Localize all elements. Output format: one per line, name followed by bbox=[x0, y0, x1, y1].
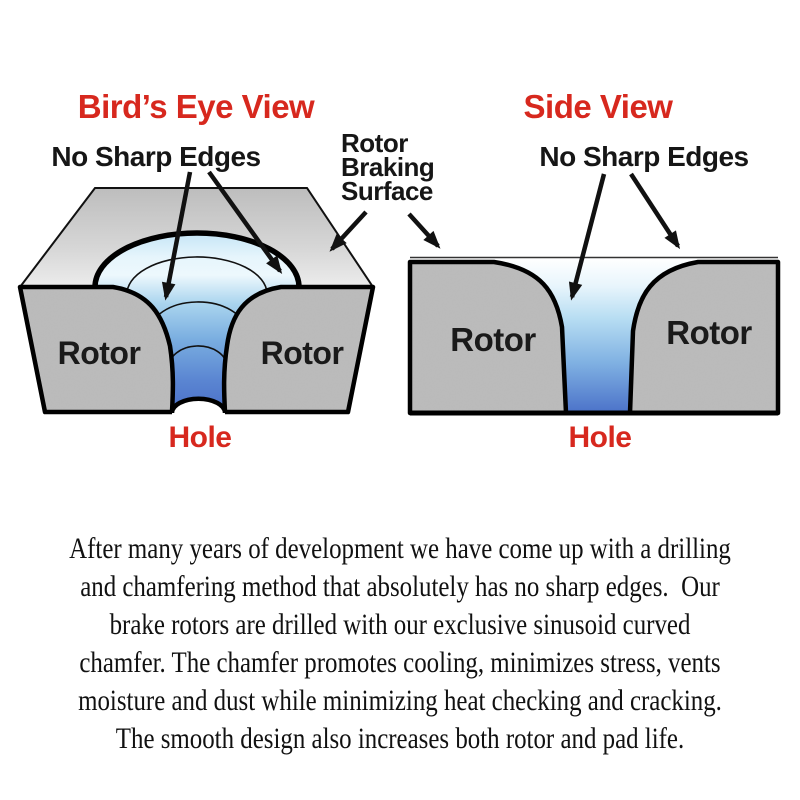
rotor-label-sv-left: Rotor bbox=[450, 321, 536, 358]
birds-eye-view-title: Bird’s Eye View bbox=[77, 88, 315, 125]
rotor-braking-surface-line2: Braking bbox=[341, 152, 435, 182]
no-sharp-edges-label-left: No Sharp Edges bbox=[51, 141, 261, 172]
paragraph-line: brake rotors are drilled with our exclusive sinusoid curved bbox=[109, 608, 691, 641]
arrow-braking-surface-right bbox=[409, 214, 438, 246]
rotor-braking-surface-line3: Surface bbox=[341, 176, 433, 206]
hole-label-be: Hole bbox=[168, 421, 232, 454]
side-view-title: Side View bbox=[523, 88, 673, 125]
paragraph-line: After many years of development we have come up with a drilling bbox=[69, 532, 731, 565]
rotor-braking-surface-line1: Rotor bbox=[341, 128, 408, 158]
paragraph-line: and chamfering method that absolutely has no sharp edges. Our bbox=[80, 570, 720, 603]
hole-label-sv: Hole bbox=[568, 421, 632, 454]
paragraph-line: moisture and dust while minimizing heat checking and cracking. bbox=[78, 684, 722, 717]
rotor-braking-surface-label bbox=[341, 128, 434, 206]
paragraph-line: The smooth design also increases both rotor and pad life. bbox=[115, 722, 685, 755]
rotor-label-be-right: Rotor bbox=[260, 335, 344, 371]
birds-eye-view-figure bbox=[20, 188, 373, 454]
no-sharp-edges-label-right: No Sharp Edges bbox=[539, 141, 749, 172]
rotor-label-sv-right: Rotor bbox=[666, 314, 752, 351]
rotor-label-be-left: Rotor bbox=[57, 335, 141, 371]
arrow-no-sharp-edges-sv-2 bbox=[631, 174, 678, 246]
arrow-braking-surface-left bbox=[332, 212, 366, 249]
description-paragraph bbox=[0, 530, 800, 758]
paragraph-line: chamfer. The chamfer promotes cooling, minimizes stress, vents bbox=[79, 646, 721, 679]
side-view-figure bbox=[410, 258, 778, 455]
